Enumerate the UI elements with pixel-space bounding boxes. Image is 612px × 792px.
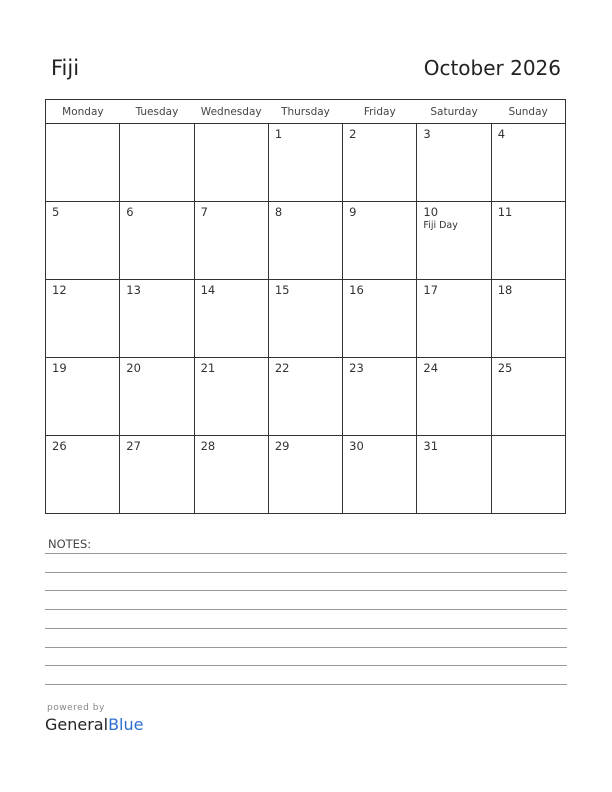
day-number: 6 [126, 205, 134, 219]
day-cell [343, 202, 417, 280]
note-line [45, 684, 567, 685]
day-cell [120, 124, 194, 202]
week-row [46, 358, 566, 436]
day-cell [417, 436, 491, 514]
brand-name-second: Blue [108, 715, 144, 734]
day-cell [46, 358, 120, 436]
powered-by-text: powered by [47, 703, 105, 713]
day-cell [46, 202, 120, 280]
day-cell [343, 358, 417, 436]
country-title: Fiji [51, 56, 80, 80]
note-line [45, 553, 567, 554]
day-cell [268, 124, 342, 202]
day-number: 10 [423, 205, 439, 219]
note-line [45, 665, 567, 666]
day-number: 3 [423, 127, 431, 141]
day-number: 22 [274, 361, 290, 375]
day-cell [194, 202, 268, 280]
day-cell [268, 202, 342, 280]
note-line [45, 609, 567, 610]
week-row [46, 124, 566, 202]
day-number: 16 [349, 283, 364, 297]
day-number [46, 124, 119, 127]
day-cell [491, 280, 565, 358]
day-cell [268, 358, 342, 436]
day-number: 25 [497, 361, 513, 375]
day-cell [417, 124, 491, 202]
day-cell [120, 436, 194, 514]
note-line [45, 647, 567, 648]
day-cell [120, 358, 194, 436]
week-row [46, 202, 566, 280]
day-number: 1 [274, 127, 283, 141]
day-number: 26 [52, 439, 67, 453]
day-number: 9 [349, 205, 357, 219]
weekday-header: Wednesday [194, 100, 268, 124]
day-number: 2 [349, 127, 357, 141]
day-number: 29 [274, 439, 290, 453]
weekday-header-row [46, 100, 566, 124]
brand-name-first: General [45, 715, 109, 734]
brand-name [45, 715, 143, 734]
day-number: 30 [349, 439, 364, 453]
day-number: 12 [52, 283, 67, 297]
day-number: 15 [274, 283, 290, 297]
day-cell [343, 124, 417, 202]
day-number: 21 [200, 361, 216, 375]
day-number: 27 [126, 439, 141, 453]
day-number: 20 [126, 361, 141, 375]
note-line [45, 590, 567, 591]
day-number: 8 [274, 205, 283, 219]
day-cell [194, 280, 268, 358]
weekday-header: Sunday [491, 100, 565, 124]
week-row [46, 436, 566, 514]
day-cell [194, 436, 268, 514]
note-line [45, 628, 567, 629]
day-cell [491, 124, 565, 202]
day-cell [46, 436, 120, 514]
day-number: 28 [200, 439, 216, 453]
holiday-label: Fiji Day [423, 220, 458, 231]
weekday-header: Thursday [268, 100, 342, 124]
day-number: 24 [423, 361, 439, 375]
month-year-title: October 2026 [423, 56, 561, 80]
day-cell [417, 280, 491, 358]
calendar-grid [45, 99, 566, 514]
day-cell [343, 436, 417, 514]
day-number: 4 [497, 127, 506, 141]
note-line [45, 572, 567, 573]
day-cell [491, 202, 565, 280]
day-number: 14 [200, 283, 216, 297]
day-cell [491, 358, 565, 436]
day-number: 13 [126, 283, 141, 297]
day-number: 7 [200, 205, 208, 219]
day-cell [268, 280, 342, 358]
day-cell [194, 358, 268, 436]
weekday-header: Friday [343, 100, 417, 124]
day-number [195, 124, 268, 127]
weekday-header: Monday [46, 100, 120, 124]
weekday-header: Tuesday [120, 100, 194, 124]
generalblue-logo [45, 703, 143, 734]
day-number [492, 436, 565, 439]
day-cell [491, 436, 565, 514]
day-cell [120, 280, 194, 358]
day-cell [417, 358, 491, 436]
day-number: 17 [423, 283, 439, 297]
day-number: 18 [497, 283, 513, 297]
day-cell [268, 436, 342, 514]
day-cell [46, 280, 120, 358]
day-cell [120, 202, 194, 280]
week-row [46, 280, 566, 358]
day-cell [417, 202, 491, 280]
day-number: 23 [349, 361, 364, 375]
weekday-header: Saturday [417, 100, 491, 124]
day-cell [343, 280, 417, 358]
day-number: 31 [423, 439, 439, 453]
day-cell [46, 124, 120, 202]
day-number: 19 [52, 361, 67, 375]
day-number: 11 [497, 205, 513, 219]
notes-label: NOTES: [48, 537, 92, 551]
day-cell [194, 124, 268, 202]
day-number [120, 124, 193, 127]
day-number: 5 [52, 205, 60, 219]
